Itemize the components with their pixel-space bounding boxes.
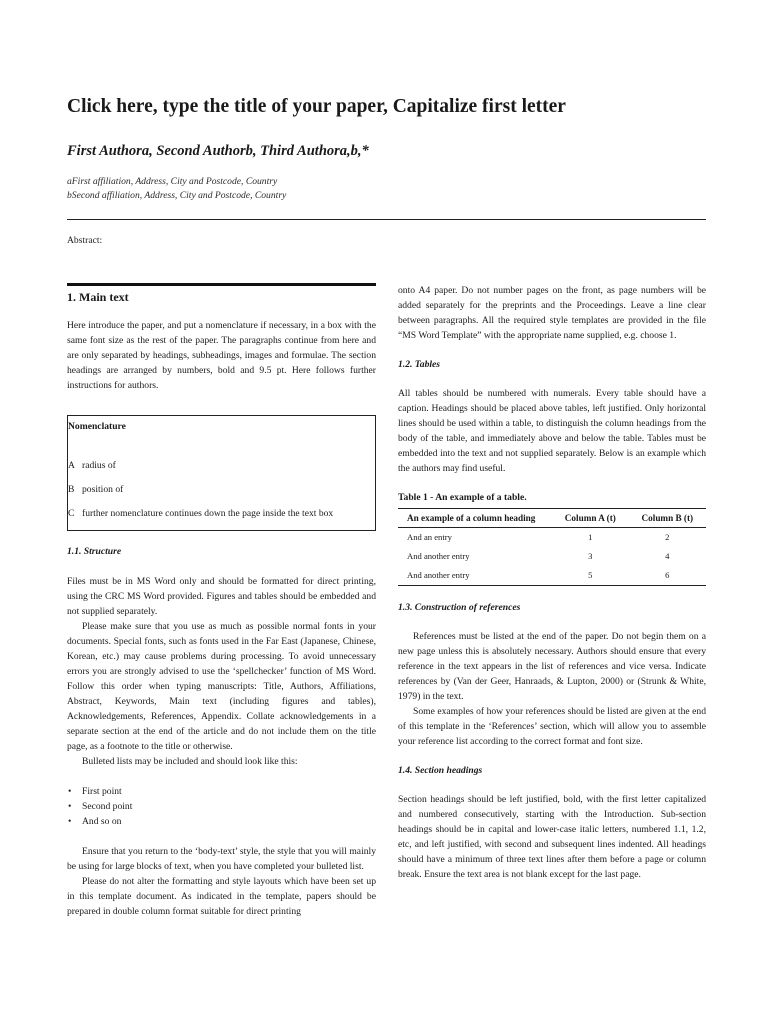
table-cell: 5 (552, 566, 629, 586)
nomenclature-box (67, 415, 376, 531)
example-table (398, 508, 706, 586)
list-item: • Second point (67, 799, 376, 814)
table-row (398, 547, 706, 566)
nomenclature-symbol: A (68, 460, 75, 471)
table-cell: 3 (588, 551, 593, 561)
body-paragraph: Some examples of how your references should be listed are given at the end of this template in the ‘References’ section, which will allow you to assemble your reference list according to the correct format and font size. (398, 706, 706, 747)
table-cell: And another entry (407, 551, 470, 561)
list-item: • And so on (67, 814, 376, 829)
table-cell: And another entry (398, 566, 552, 586)
nomenclature-row (68, 458, 116, 473)
table-row (398, 528, 706, 548)
body-paragraph: Section headings should be left justified, bold, with the first letter capitalized and numbered consecutively, starting with the Introduction. Sub-section headings should be in capital and lower-case italic letters, numbered 1.1, 1.2, etc, and left justified, with second and subsequent lines indented. All headings should have a minimum of three text lines after them before a page or column break. Ensure the text area is not blank except for the last page. (398, 794, 706, 880)
nomenclature-text: radius of (82, 460, 116, 471)
body-paragraph: Ensure that you return to the ‘body-text’ style, the style that you will mainly be using for large blocks of text, when you have completed your bulleted list. (67, 846, 376, 872)
subsection-heading-references: 1.3. Construction of references (398, 602, 521, 613)
paper-title: Click here, type the title of your paper, Capitalize first letter (67, 96, 566, 117)
table-cell: 2 (665, 532, 670, 542)
nomenclature-symbol: B (68, 484, 75, 495)
nomenclature-text: position of (82, 484, 124, 495)
nomenclature-symbol: C (68, 508, 75, 519)
body-paragraph: References must be listed at the end of the paper. Do not begin them on a new page unless this is absolutely necessary. Authors should ensure that every reference in the text appears in the list of references and vice versa. Indicate references by (Van der Geer, Hanraads, & Lupton, 2000) or (Strunk & White, 1979) in the text. (398, 631, 706, 702)
nomenclature-text: further nomenclature continues down the page inside the text box (82, 508, 334, 519)
body-paragraph: Please do not alter the formatting and style layouts which have been set up in this template document. As indicated in the template, papers should be prepared in double column format suitable for direct printing (67, 876, 376, 917)
section-heading-main-text: 1. Main text (67, 290, 129, 304)
right-column (398, 283, 706, 882)
table-header-row (398, 509, 706, 528)
nomenclature-title: Nomenclature (68, 421, 126, 432)
bulleted-list (67, 784, 376, 829)
table-row (398, 566, 706, 586)
left-column (67, 283, 376, 919)
table-cell: 1 (588, 532, 593, 542)
subsection-heading-section-headings: 1.4. Section headings (398, 765, 483, 776)
table-header-cell: Column A (t) (552, 509, 629, 528)
table-cell: 6 (629, 566, 706, 586)
list-item: • First point (67, 784, 376, 799)
subsection-heading-structure: 1.1. Structure (67, 546, 122, 557)
affiliation-1: aFirst affiliation, Address, City and Postcode, Country (67, 176, 278, 187)
table-cell: And an entry (407, 532, 452, 542)
section-rule (67, 283, 376, 286)
intro-paragraph: Here introduce the paper, and put a nomenclature if necessary, in a box with the same font size as the rest of the paper. The paragraphs continue from here and are only separated by headings, subheadings, images and formulae. The section headings are arranged by numbers, bold and 9.5 pt. Here follows further instructions for authors. (67, 320, 376, 391)
abstract-label: Abstract: (67, 235, 103, 246)
subsection-heading-tables: 1.2. Tables (398, 359, 441, 370)
nomenclature-row (68, 506, 333, 521)
body-paragraph: Bulleted lists may be included and should look like this: (82, 756, 298, 767)
header-divider (67, 219, 706, 220)
body-paragraph: Please make sure that you use as much as possible normal fonts in your documents. Special fonts, such as fonts used in the Far East (Japanese, Chinese, Korean, etc.) may cause problems during processing. To avoid unnecessary errors you are strongly advised to use the ‘spellchecker’ function of MS Word. Follow this order when typing manuscripts: Title, Authors, Affiliations, Abstract, Keywords, Main text (including figures and tables), Acknowledgements, References, Appendix. Collate acknowledgements in a separate section at the end of the article and do not include them on the title page, as a footnote to the title or otherwise. (67, 621, 376, 752)
body-paragraph: onto A4 paper. Do not number pages on the front, as page numbers will be added separately for the preprints and the Proceedings. Leave a line clear between paragraphs. All the required style templates are provided in the file “MS Word Template” with the appropriate name supplied, e.g. choose 1. (398, 285, 706, 341)
body-paragraph: All tables should be numbered with numerals. Every table should have a caption. Headings should be placed above tables, left justified. Only horizontal lines should be used within a table, to distinguish the column headings from the body of the table, and immediately above and below the table. Tables must be embedded into the text and not supplied separately. Below is an example which the authors may find useful. (398, 388, 706, 474)
table-caption: Table 1 - An example of a table. (398, 492, 527, 503)
table-header-cell: Column B (t) (629, 509, 706, 528)
nomenclature-row (68, 482, 123, 497)
table-cell: 4 (665, 551, 670, 561)
table-header-cell: An example of a column heading (398, 509, 552, 528)
author-list: First Authora, Second Authorb, Third Authora,b,* (67, 143, 369, 159)
body-paragraph: Files must be in MS Word only and should be formatted for direct printing, using the CRC MS Word provided. Figures and tables should be embedded and not supplied separately. (67, 576, 376, 617)
affiliation-2: bSecond affiliation, Address, City and Postcode, Country (67, 190, 287, 201)
